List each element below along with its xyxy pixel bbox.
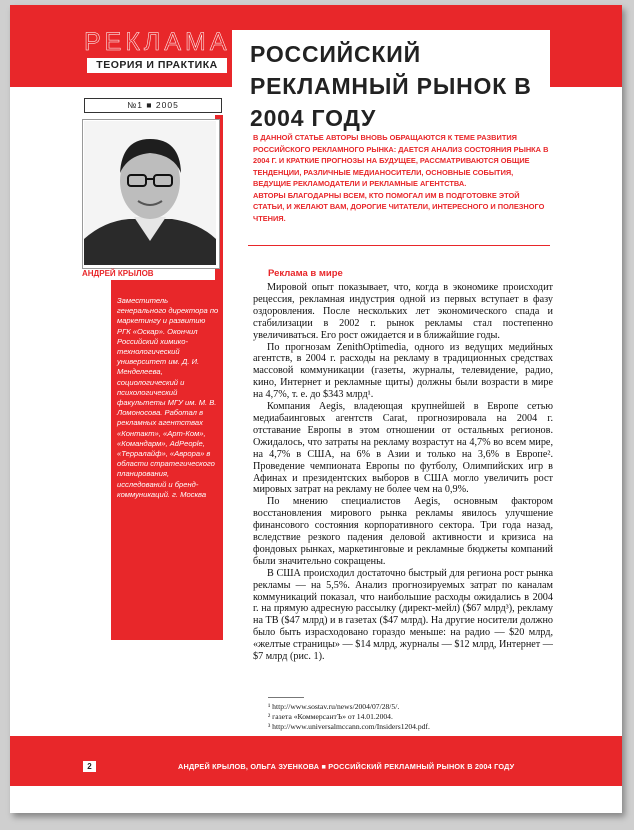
lead-paragraph: В ДАННОЙ СТАТЬЕ АВТОРЫ ВНОВЬ ОБРАЩАЮТСЯ К ТЕМЕ РАЗВИТИЯ РОССИЙСКОГО РЕКЛАМНОГО РЫНКА: ДАЕТСЯ АНАЛИЗ СОСТОЯНИЯ РЫНКА В 2004 Г. И КРАТКИЕ ПРОГНОЗЫ НА БУДУЩЕЕ, РАССМАТРИВАЮТСЯ ОБЩИЕ ТЕНДЕНЦИИ, РАЗЛИЧНЫЕ МЕДИАНОСИТЕЛИ, ОСНОВНЫЕ СОБЫТИЯ, ВЕДУЩИЕ РЕКЛАМОДАТЕЛИ И РЕКЛАМНЫЕ АГЕНТСТВА. xyxy=(253,133,549,188)
body-paragraph: По прогнозам ZenithOptimedia, одного из ведущих медийных агентств, в 2004 г. расходы на рекламу в традиционных средствах массовой коммуникации (газеты, журналы, телевидение, радио, кино, Интернет и рекламные щиты) должны были возрасти в мире на 4,7%, т. е. до $343 млрд¹. xyxy=(253,341,553,401)
acknowledgement-paragraph: АВТОРЫ БЛАГОДАРНЫ ВСЕМ, КТО ПОМОГАЛ ИМ В ПОДГОТОВКЕ ЭТОЙ СТАТЬИ, И ЖЕЛАЮТ ВАМ, ДОРОГИЕ ЧИТАТЕЛИ, ИНТЕРЕСНОГО И ПОЛЕЗНОГО ЧТЕНИЯ. xyxy=(253,190,545,223)
footnote-3: ³ http://www.universalmccann.com/Insiders1204.pdf. xyxy=(268,721,430,731)
page-number: 2 xyxy=(83,761,96,772)
article-lead xyxy=(253,132,549,224)
logo-subtitle: ТЕОРИЯ И ПРАКТИКА xyxy=(87,58,227,73)
body-paragraph: В США происходил достаточно быстрый для региона рост рынка рекламы — на 5,5%. Анализ прогнозируемых затрат по каналам коммуникаций показал, что наибольшие расходы ожидались в 2004 г. на прямую адресную рассылку (директ-мейл) ($67 млрд³), рекламу на ТВ ($47 млрд) и в газетах ($47 млрд). На другие носители должно было быть израсходовано гораздо меньше: на радио — $20 млрд, «желтые страницы» — $14 млрд, журналы — $12 млрд, Интернет — $7 млрд (рис. 1). xyxy=(253,567,553,663)
author-name: АНДРЕЙ КРЫЛОВ xyxy=(82,269,154,278)
footnote-2: ² газета «КоммерсантЪ» от 14.01.2004. xyxy=(268,711,393,721)
logo-title: РЕКЛАМА xyxy=(84,28,231,56)
footnote-1: ¹ http://www.sostav.ru/news/2004/07/28/5/. xyxy=(268,702,400,711)
magazine-page xyxy=(10,5,622,813)
body-paragraph: По мнению специалистов Aegis, основным фактором восстановления мирового рынка рекламы явилось улучшение финансового состояния корпоративного сектора. Три года назад, вследствие резкого падения деловой активности и кризиса на фондовых рынках, маркетинговые и рекламные бюджеты компаний были значительно сокращены. xyxy=(253,496,553,567)
running-footer: АНДРЕЙ КРЫЛОВ, ОЛЬГА ЗУЕНКОВА ■ РОССИЙСКИЙ РЕКЛАМНЫЙ РЫНОК В 2004 ГОДУ xyxy=(178,762,515,771)
article-body xyxy=(253,282,553,663)
footnotes xyxy=(268,702,548,731)
title-box xyxy=(232,30,550,131)
author-photo xyxy=(84,121,216,265)
magazine-logo xyxy=(84,29,230,77)
footnote-divider xyxy=(268,697,304,698)
article-title: РОССИЙСКИЙ РЕКЛАМНЫЙ РЫНОК В 2004 ГОДУ xyxy=(250,41,532,131)
bottom-red-band xyxy=(10,736,622,786)
author-bio-panel xyxy=(111,280,223,640)
lead-divider xyxy=(248,245,550,246)
issue-label: №1 ■ 2005 xyxy=(84,98,222,113)
body-paragraph: Компания Aegis, владеющая крупнейшей в Европе сетью медиабаинговых агентств Carat, прогнозировала на 2004 г. отставание Европы в этом отношении от остальных регионов. Ожидалось, что затраты на рекламу возрастут на 4,7% во всем мире, на 4,7% в США, на 6% в Азии и только на 3,6% в Европе². Проведение чемпионата Европы по футболу, Олимпийских игр в Афинах и президентских выборов в США могло увеличить рост мировых затрат на рекламу не более чем на 0,9%. xyxy=(253,401,553,496)
author-bio: Заместитель генерального директора по маркетингу и развитию РГК «Оскар». Окончил Российский химико-технологический университет им. Д. И. Менделеева, социологический и психологический факультеты МГУ им. М. В. Ломоносова. Работал в рекламных агентствах «Контакт», «Арт-Ком», «Командарм», AdPeople, «Терралайф», «Аврора» в области стратегического планирования, исследований и бренд-коммуникаций. г. Москва xyxy=(117,296,219,499)
body-paragraph: Мировой опыт показывает, что, когда в экономике происходит рецессия, рекламная индустрия одной из первых вступает в фазу оздоровления. После нескольких лет экономического спада и стабилизации в 2002 г. рынок рекламы стал постепенно увеличиваться. Его рост ожидается и в ближайшие годы. xyxy=(253,282,553,341)
section-heading: Реклама в мире xyxy=(268,268,343,279)
